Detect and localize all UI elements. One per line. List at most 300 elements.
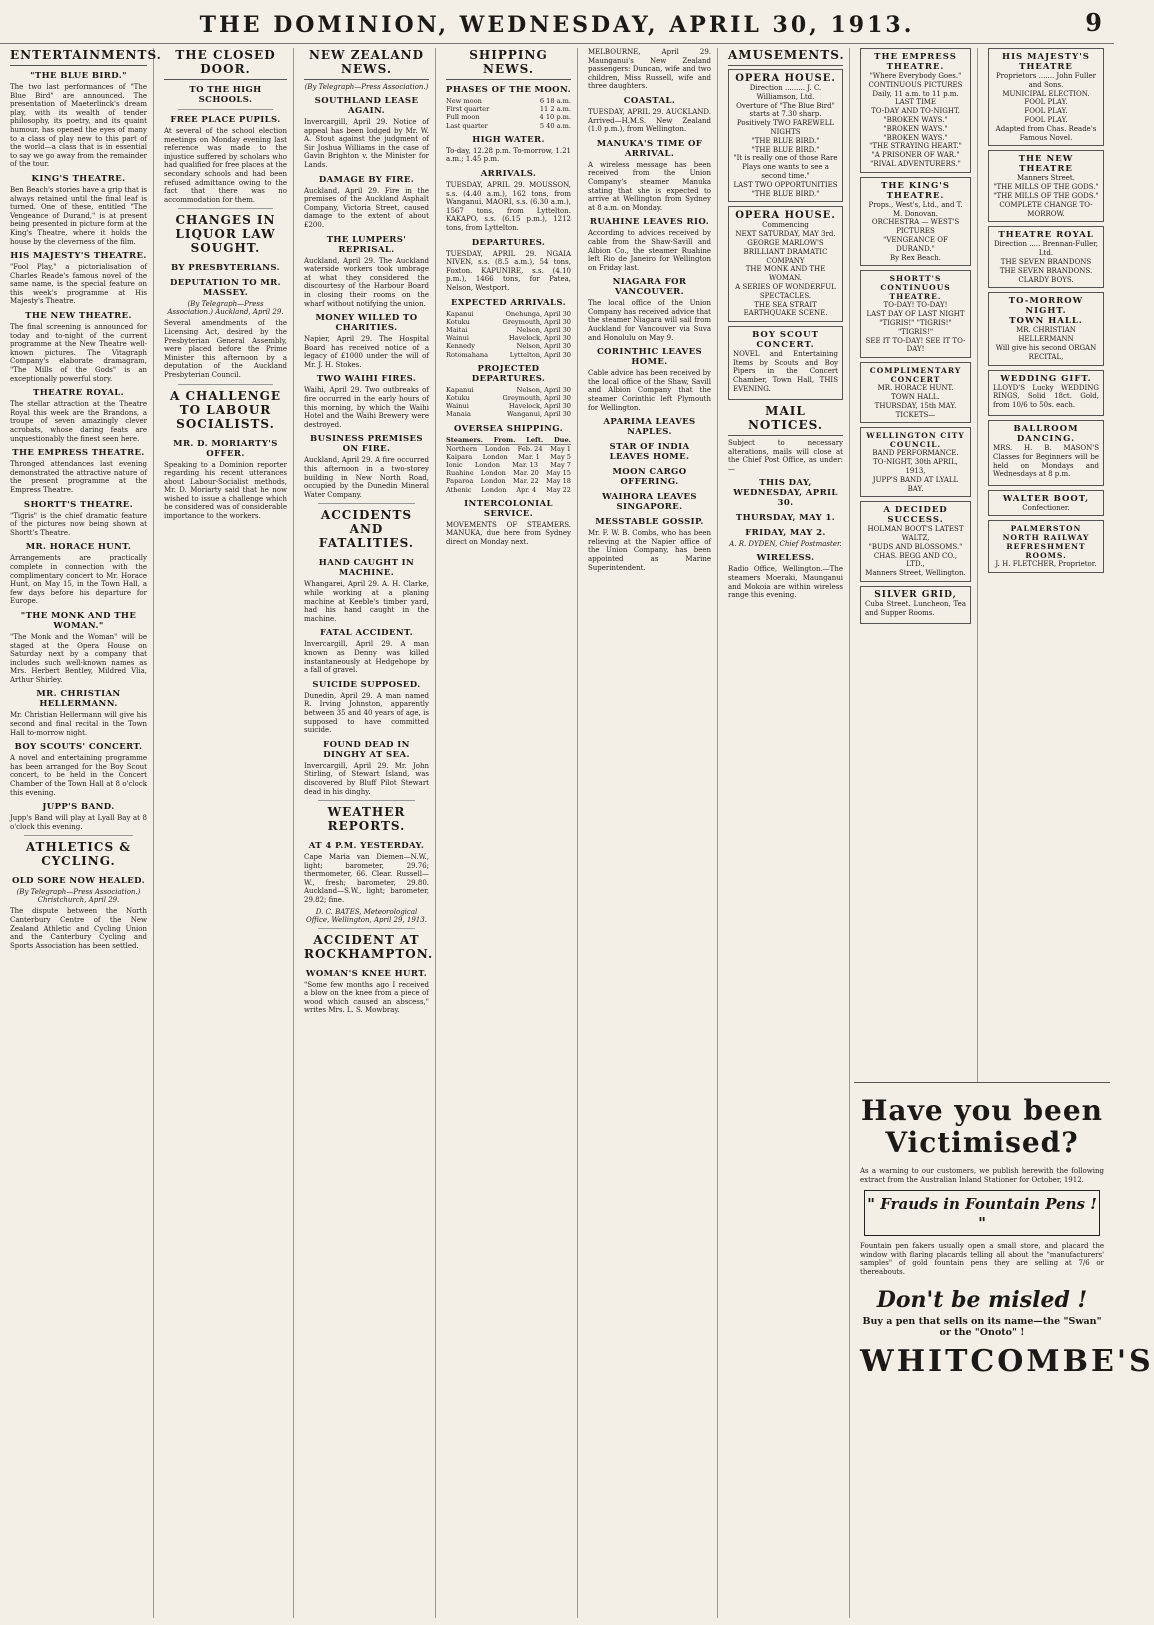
newspaper-title: THE DOMINION, WEDNESDAY, APRIL 30, 1913. xyxy=(199,12,915,38)
departure-row-to: Wanganui, April 30 xyxy=(506,410,571,419)
ad-line: Will give his second ORGAN RECITAL, xyxy=(995,343,1097,361)
ad-line: "VENGEANCE OF DURAND." xyxy=(883,235,948,253)
moon-phase-row-value: 5 40 a.m. xyxy=(539,121,571,130)
ad-heading: BALLROOM DANCING. xyxy=(1013,424,1079,445)
ad-heading: BOY SCOUT CONCERT. xyxy=(752,330,819,351)
ad-heading: TO-MORROW NIGHT. xyxy=(1008,296,1084,317)
article-text: The final screening is announced for today and to-night of the current programme at the New Theatre well-known pictures. The Vitagraph Company's elaborate dramagram, "The Mills of the Gods" is an exceptionally powerful story. xyxy=(10,323,147,383)
article-text: Auckland, April 29. Fire in the premises of the Auckland Asphalt Company, Victoria Street, caused damage to the extent of about £200. xyxy=(304,186,429,229)
article-heading: "THE BLUE BIRD." xyxy=(30,71,127,81)
article-heading: MANUKA'S TIME OF ARRIVAL. xyxy=(596,138,703,159)
ad-line: Confectioner. xyxy=(1022,503,1070,512)
table-row xyxy=(446,477,571,485)
divider xyxy=(178,109,273,110)
ad-line: Proprietors ....... John Fuller and Sons. xyxy=(995,72,1097,89)
ad-line: CHAS. BEGG AND CO., LTD., xyxy=(873,551,958,569)
misled-subline: Buy a pen that sells on its name—the "Swan" or the "Onoto" ! xyxy=(862,1315,1102,1338)
table-row xyxy=(446,486,571,494)
article-text: The local office of the Union Company has received advice that the steamer Niagara will sail from Auckland for Vancouver via Suva and Honolulu on May 9. xyxy=(588,299,711,342)
ad-line: THURSDAY, 15th MAY. xyxy=(874,401,957,410)
ad-line: Commencing xyxy=(762,221,809,230)
article-heading: MONEY WILLED TO CHARITIES. xyxy=(315,313,418,334)
ad-line: ORCHESTRA — WEST'S PICTURES xyxy=(871,218,960,236)
table-cell: London xyxy=(482,452,508,461)
table-cell: Ionic xyxy=(446,460,463,469)
ad-line: Direction ..... Brennan-Fuller, Ltd. xyxy=(993,240,1099,258)
ad-heading: THE NEW THEATRE xyxy=(1018,154,1074,175)
article-heading: THE LUMPERS' REPRISAL. xyxy=(326,234,407,255)
ad-line: "THE BLUE BIRD." xyxy=(751,189,820,198)
table-cell: Northern xyxy=(446,444,478,453)
wedding-gift-ad xyxy=(988,370,1104,417)
article-heading: SHORTT'S THEATRE. xyxy=(23,499,134,510)
article-heading: OVERSEA SHIPPING. xyxy=(454,423,563,434)
ad-lines xyxy=(733,102,838,199)
mail-day-heading: THIS DAY, WEDNESDAY, APRIL 30. xyxy=(733,478,838,509)
article-text: Ben Beach's stories have a grip that is always retained until the final leaf is turned. One of these, entitled "The Vengeance of Durand," is at present being presented in picture form at the King's Theatre, where it holds the house by the cleverness of the film. xyxy=(10,185,147,246)
article-heading: EXPECTED ARRIVALS. xyxy=(450,297,567,308)
ad-heading: A DECIDED SUCCESS. xyxy=(883,505,948,526)
moon-phase-row xyxy=(446,105,571,113)
ad-lines xyxy=(865,201,966,263)
article-heading: FOUND DEAD IN DINGHY AT SEA. xyxy=(323,739,410,760)
dateline: (By Telegraph—Press Association.) Christchurch, April 29. xyxy=(16,888,141,905)
article-heading: A CHALLENGE TO LABOUR SOCIALISTS. xyxy=(169,388,282,431)
ad-heading: COMPLIMENTARY CONCERT xyxy=(869,366,962,385)
arrival-row-name: Rotomahana xyxy=(446,350,489,359)
article-text: A wireless message has been received from the Union Company's steamer Manuka stating that she is expected to arrive at Wellington from Sydney at 8 a.m. on Monday. xyxy=(588,160,711,212)
ad-line: Positively TWO FAREWELL NIGHTS xyxy=(736,119,835,136)
ad-line: Adapted from Chas. Reade's Famous Novel. xyxy=(995,124,1097,142)
ad-line: BAND PERFORMANCE. xyxy=(872,449,959,458)
article-subheading: WOMAN'S KNEE HURT. xyxy=(305,968,428,979)
table-cell: London xyxy=(484,444,510,453)
article-text: According to advices received by cable from the Shaw-Savill and Albion Co., the steamer Ruahine left Rio de Janeiro for Wellington on Friday last. xyxy=(588,229,711,272)
table-cell: May 5 xyxy=(550,452,571,461)
arrival-row-from: Nelson, April 30 xyxy=(516,342,571,351)
ad-line: "Where Everybody Goes." xyxy=(869,72,962,80)
section-heading: ENTERTAINMENTS. xyxy=(10,48,147,66)
oversea-shipping-table xyxy=(446,436,571,494)
article-text: Napier, April 29. The Hospital Board has received notice of a legacy of £1000 under the will of Mr. J. H. Stokes. xyxy=(304,335,429,369)
moon-phase-row-value: 4 10 p.m. xyxy=(539,113,571,122)
projected-departures-list xyxy=(446,386,571,419)
ad-line: Manners Street. xyxy=(1017,174,1075,183)
ad-line: MR. CHRISTIAN HELLERMANN xyxy=(1016,326,1076,344)
ad-lines xyxy=(993,174,1099,218)
article-subheading: TO THE HIGH SCHOOLS. xyxy=(189,85,262,105)
table-header xyxy=(446,436,571,445)
article-text: The two last performances of "The Blue Bird" are announced. The presentation of Maeterlinck's dream play, with its wealth of tender philosophy, its poetry, and its quaint humour, has opened the eyes of many to a class of play new to this part of the world—a class that is in essential to say we go away from the remainder of the tour. xyxy=(10,83,147,169)
arrival-row-from: Onehunga, April 30 xyxy=(505,309,571,318)
ad-line: "RIVAL ADVENTURERS." xyxy=(870,159,961,168)
divider xyxy=(318,928,415,929)
ad-line: "TIGRIS!" "TIGRIS!" "TIGRIS!" xyxy=(879,318,952,336)
mail-day-heading: FRIDAY, MAY 2. xyxy=(745,528,826,539)
column-shipping-news xyxy=(440,48,578,1618)
new-theatre-ad xyxy=(988,150,1104,222)
table-cell: Mar. 22 xyxy=(513,477,539,486)
table-cell: London xyxy=(474,460,500,469)
ad-lines xyxy=(993,72,1099,142)
article-text: MOVEMENTS OF STEAMERS. MANUKA, due here from Sydney direct on Monday next. xyxy=(446,520,571,546)
article-text: Several amendments of the Licensing Act, desired by the Presbyterian General Assembly, were placed before the Prime Minister this afternoon by a deputation of the Auckland Presbyterian Council. xyxy=(164,319,287,379)
article-text: "Some few months ago I received a blow on the knee from a piece of wood which caused an abscess," writes Mrs. L. S. Mowbray. xyxy=(304,980,429,1015)
ad-heading: WELLINGTON CITY COUNCIL. xyxy=(866,431,965,450)
article-subheading: DEPUTATION TO MR. MASSEY. xyxy=(170,278,281,299)
ad-line: THE SEA STRAIT EARTHQUAKE SCENE. xyxy=(743,300,828,318)
article-text: Cape Maria van Diemen—N.W., light; barometer, 29.76; thermometer, 66. Clear. Russell—W., fresh; barometer, 29.80. Auckland—S.W., light; barometer, 29.82; fine. xyxy=(304,853,429,905)
arrival-row xyxy=(446,351,571,359)
opera-house-ad-2 xyxy=(728,206,843,322)
article-text: TUESDAY, APRIL 29. AUCKLAND. Arrived—H.M.S. New Zealand (1.0 p.m.), from Wellington. xyxy=(588,107,711,134)
article-subheading: FREE PLACE PUPILS. xyxy=(170,115,281,125)
article-text: TUESDAY, APRIL 29. MOUSSON, s.s. (4.40 a.m.), 162 tons, from Wanganui. MAORI, s.s. (6.30 a.m.), 1567 tons, from Lyttelton. KAKAPO, s.s. (6.15 p.m.), 1212 tons, from Lyttelton. xyxy=(446,181,571,232)
moon-phase-row xyxy=(446,122,571,130)
article-heading: RUAHINE LEAVES RIO. xyxy=(589,217,710,228)
column-header: From. xyxy=(493,435,516,444)
shortts-theatre-ad xyxy=(860,270,971,358)
empress-theatre-ad xyxy=(860,48,971,173)
frauds-headline: " Frauds in Fountain Pens ! " xyxy=(867,1195,1097,1233)
ad-line: "BROKEN WAYS." xyxy=(883,133,948,142)
table-cell: Athenic xyxy=(446,485,472,494)
article-text: Auckland, April 29. The Auckland waterside workers took umbrage at what they considered the discourtesy of the Harbour Board in closing their rooms on the wharf without notifying the union. xyxy=(304,256,429,308)
mail-day-heading: THURSDAY, MAY 1. xyxy=(735,513,836,524)
ad-lines xyxy=(865,384,966,419)
article-text: Invercargill, April 29. Notice of appeal has been lodged by Mr. W. A. Stout against the judgment of Sir Joshua Williams in the case of Gavin Brighton v. the Minister for Lands. xyxy=(304,118,429,169)
article-text: Auckland, April 29. A fire occurred this afternoon in a two-storey building in New North Road, occupied by the Dunedin Mineral Water Company. xyxy=(304,456,429,499)
article-heading: ACCIDENT AT ROCKHAMPTON. xyxy=(304,932,434,961)
byline: (By Telegraph—Press Association.) xyxy=(304,83,429,91)
article-text: Arrangements are practically complete in connection with the complimentary concert to Mr. Horace Hunt, on May 15, in the Town Hall, a few days before his departure for Europe. xyxy=(10,554,147,606)
table-cell: Mar. 20 xyxy=(513,469,539,478)
section-heading: THE CLOSED DOOR. xyxy=(164,48,287,80)
table-cell: London xyxy=(480,469,506,478)
column-shipping-continued xyxy=(582,48,718,1618)
article-text: "Tigris" is the chief dramatic feature of the pictures now being shown at Shortt's Theatre. xyxy=(10,511,147,537)
article-heading: MR. CHRISTIAN HELLERMANN. xyxy=(36,689,121,710)
ad-lines xyxy=(733,221,838,318)
column-header: Due. xyxy=(553,435,571,444)
table-cell: Kaipara xyxy=(446,452,473,461)
moon-phase-row-label: Last quarter xyxy=(446,121,488,130)
article-heading: THEATRE ROYAL. xyxy=(33,388,124,399)
departure-row-to: Greymouth, April 30 xyxy=(502,393,571,402)
arrival-row-name: Kennedy xyxy=(446,342,475,351)
ad-line: Daily, 11 a.m. to 11 p.m. xyxy=(872,89,959,98)
article-text: Thronged attendances last evening demonstrated the attractive nature of the present programme at the Empress Theatre. xyxy=(10,460,147,494)
table-cell: Ruahine xyxy=(446,469,474,478)
column-header: Steamers. xyxy=(446,435,483,444)
victimised-headline: Have you been Victimised? xyxy=(860,1094,1104,1159)
ad-heading: OPERA HOUSE. xyxy=(735,210,836,222)
ad-line: BRILLIANT DRAMATIC COMPANY xyxy=(743,247,828,265)
departure-row-name: Kapanui xyxy=(446,385,474,394)
article-subheading: AT 4 P.M. YESTERDAY. xyxy=(308,841,425,852)
ad-heading: PALMERSTON NORTH RAILWAY REFRESHMENT ROOMS. xyxy=(1002,524,1090,561)
dateline: (By Telegraph—Press Association.) Auckland, April 29. xyxy=(167,300,284,317)
ad-line: JUPP'S BAND AT LYALL BAY. xyxy=(872,475,959,493)
city-council-ad xyxy=(860,427,971,497)
departure-row-name: Wainui xyxy=(446,402,469,411)
section-heading: WEATHER REPORTS. xyxy=(327,805,406,834)
ad-line: J. H. FLETCHER, Proprietor. xyxy=(995,560,1097,569)
arrival-row xyxy=(446,334,571,342)
ballroom-dancing-ad xyxy=(988,420,1104,485)
ad-line: LAST TWO OPPORTUNITIES xyxy=(733,180,838,189)
table-cell: May 1 xyxy=(550,444,571,453)
article-heading: MR. HORACE HUNT. xyxy=(25,542,132,553)
whitcombes-name: WHITCOMBE'S xyxy=(860,1343,1154,1379)
kings-theatre-ad xyxy=(860,177,971,267)
article-subheading: MR. D. MORIARTY'S OFFER. xyxy=(173,438,278,459)
table-cell: May 7 xyxy=(550,460,571,469)
article-heading: NIAGARA FOR VANCOUVER. xyxy=(612,277,687,298)
ad-lines xyxy=(865,301,966,354)
article-heading: DAMAGE BY FIRE. xyxy=(318,174,415,185)
article-heading: CHANGES IN LIQUOR LAW SOUGHT. xyxy=(175,213,276,256)
ad-heading: THEATRE ROYAL xyxy=(998,230,1094,241)
ad-line: "BROKEN WAYS." xyxy=(883,124,948,133)
departure-row-name: Manaia xyxy=(446,410,471,419)
column-amusements-1 xyxy=(722,48,850,1618)
frauds-banner xyxy=(864,1190,1100,1236)
table-cell: Mar. 1 xyxy=(518,452,540,461)
moon-phases-list xyxy=(446,97,571,130)
arrival-row-name: Maitai xyxy=(446,325,468,334)
misled-headline: Don't be misled ! xyxy=(876,1286,1088,1313)
boy-scout-concert-ad xyxy=(728,326,843,400)
article-heading: BUSINESS PREMISES ON FIRE. xyxy=(310,434,423,455)
ad-heading: HIS MAJESTY'S THEATRE xyxy=(1002,52,1090,72)
ad-line: Overture of "The Blue Bird" starts at 7.30 sharp. xyxy=(736,101,835,119)
departure-row xyxy=(446,386,571,394)
theatre-royal-ad xyxy=(988,226,1104,288)
arrival-row-from: Lyttelton, April 30 xyxy=(509,350,571,359)
ad-heading: WALTER BOOT, xyxy=(1002,493,1090,504)
table-cell: May 15 xyxy=(546,469,571,478)
article-heading: BOY SCOUTS' CONCERT. xyxy=(14,742,143,753)
walter-boot-ad xyxy=(988,490,1104,517)
divider xyxy=(24,835,133,836)
article-heading: HIGH WATER. xyxy=(472,134,545,145)
ad-line: "It is really one of those Rare Plays one wants to see a second time." xyxy=(733,154,838,180)
his-majestys-ad xyxy=(988,48,1104,146)
article-heading: PHASES OF THE MOON. xyxy=(446,85,571,95)
ad-text: Cuba Street. Luncheon, Tea and Supper Rooms. xyxy=(865,600,966,617)
silver-grid-ad xyxy=(860,586,971,624)
article-text: Dunedin, April 29. A man named R. Irving Johnston, apparently between 35 and 40 years of age, is supposed to have committed suicide. xyxy=(304,691,429,735)
column-entertainments xyxy=(4,48,162,1618)
ad-line: Props., West's, Ltd., and T. M. Donovan. xyxy=(868,200,963,218)
ad-line: "THE BLUE BIRD." xyxy=(751,145,820,154)
departure-row-to: Havelock, April 30 xyxy=(508,402,571,411)
arrival-row xyxy=(446,318,571,326)
article-heading: PROJECTED DEPARTURES. xyxy=(471,363,546,384)
article-text: Mr. F. W. B. Combs, who has been relieving at the Napier office of the Union Company, has been appointed as Marine Superintendent. xyxy=(588,529,711,572)
ad-line: THE MONK AND THE WOMAN. xyxy=(745,265,826,283)
ad-line: THE SEVEN BRANDONS. xyxy=(999,266,1093,275)
article-heading: WIRELESS. xyxy=(756,553,815,564)
table-row xyxy=(446,445,571,453)
moon-phase-row-label: Full moon xyxy=(446,113,480,122)
article-text: Subject to necessary alterations, mails will close at the Chief Post Office, as under:— xyxy=(728,439,843,473)
article-heading: OLD SORE NOW HEALED. xyxy=(11,876,146,887)
ad-heading: THE KING'S THEATRE. xyxy=(881,180,950,201)
article-heading: THE NEW THEATRE. xyxy=(25,311,132,322)
divider xyxy=(178,384,273,385)
article-text: TUESDAY, APRIL 29. NGAIA NIVEN, s.s. (8.5 a.m.), 54 tons, Foxton. KAPUNIRE, s.s. (4.10 p.m.), 1466 tons, for Patea, Nelson, Westport. xyxy=(446,249,571,292)
arrival-row-from: Nelson, April 30 xyxy=(516,325,571,334)
section-heading: AMUSEMENTS. xyxy=(728,48,843,66)
departure-row xyxy=(446,402,571,410)
ad-line: HOLMAN BOOT'S LATEST WALTZ, xyxy=(867,525,964,543)
table-row xyxy=(446,469,571,477)
article-text: Speaking to a Dominion reporter regarding his recent utterances about Labour-Socialist methods, Mr. D. Moriarty said that he now wished to issue a challenge which he considered was of considerable importance to the workers. xyxy=(164,460,287,521)
table-cell: Paparoa xyxy=(446,477,474,486)
article-heading: THE EMPRESS THEATRE. xyxy=(12,448,145,459)
ad-line: "A PRISONER OF WAR." xyxy=(871,151,960,160)
ad-text: NOVEL and Entertaining Items by Scouts and Boy Pipers in the Concert Chamber, Town Hall, THIS EVENING. xyxy=(733,350,838,393)
article-heading: HIS MAJESTY'S THEATRE. xyxy=(10,251,147,262)
ad-line: LAST DAY OF LAST NIGHT xyxy=(866,310,965,319)
ad-text: MRS. H. B. MASON'S Classes for Beginners will be held on Mondays and Wednesdays at 8 p.m. xyxy=(993,444,1099,479)
ad-line: "BUDS AND BLOSSOMS." xyxy=(868,542,963,551)
article-heading: FATAL ACCIDENT. xyxy=(320,628,413,639)
ad-line: CLARDY BOYS. xyxy=(1018,275,1074,284)
ad-heading: SILVER GRID, xyxy=(874,590,957,601)
railway-rooms-ad xyxy=(988,520,1104,573)
arrival-row-from: Greymouth, April 30 xyxy=(502,317,571,326)
article-text: At several of the school election meetings on Monday evening last reference was made to the injustice suffered by scholars who had qualified for free places at the secondary schools and had been refused admittance owing to the fact that there was no accommodation for them. xyxy=(164,127,287,204)
ad-heading: OPERA HOUSE. xyxy=(735,73,836,84)
moon-phase-row-value: 6 18 a.m. xyxy=(539,97,571,105)
table-cell: May 22 xyxy=(546,485,571,494)
ad-line: MR. HORACE HUNT. xyxy=(877,384,954,393)
moon-phase-row-label: New moon xyxy=(446,97,482,105)
section-heading: ATHLETICS & CYCLING. xyxy=(25,840,132,869)
ad-text: Fountain pen fakers usually open a small store, and placard the window with flaring placards telling all about the "manufacturers' samples" of gold fountain pens they are selling at 7/6 or thereabouts. xyxy=(860,1242,1104,1276)
arrival-row xyxy=(446,310,571,318)
arrival-row-name: Kotuku xyxy=(446,317,470,326)
ad-line: TO-DAY! TO-DAY! xyxy=(883,301,948,310)
departure-row-to: Nelson, April 30 xyxy=(516,385,571,394)
article-heading: MOON CARGO OFFERING. xyxy=(612,467,687,488)
ad-line: LAST TIME xyxy=(894,98,937,107)
ad-line: TICKETS— xyxy=(895,410,936,419)
ad-line: "THE BLUE BIRD." xyxy=(751,136,820,145)
article-heading: MESSTABLE GOSSIP. xyxy=(595,517,704,528)
article-heading: JUPP'S BAND. xyxy=(42,802,115,813)
ad-heading: SHORTT'S CONTINUOUS THEATRE. xyxy=(880,274,951,302)
ad-line: GEORGE MARLOW'S xyxy=(747,238,824,247)
ad-heading: WEDDING GIFT. xyxy=(1000,373,1092,384)
article-text: Whangarei, April 29. A. H. Clarke, while working at a planing machine at Keeble's timber yard, had his hand caught in the machine. xyxy=(304,580,429,623)
article-text: Jupp's Band will play at Lyall Bay at 8 o'clock this evening. xyxy=(10,814,147,831)
opera-house-ad xyxy=(728,69,843,202)
ad-heading: TOWN HALL. xyxy=(1009,316,1083,327)
article-heading: HAND CAUGHT IN MACHINE. xyxy=(318,558,415,579)
arrival-row-name: Wainui xyxy=(446,334,469,343)
table-row xyxy=(446,461,571,469)
article-heading: WAIHORA LEAVES SINGAPORE. xyxy=(602,492,697,513)
expected-arrivals-list xyxy=(446,310,571,359)
article-text: "Fool Play," a pictorialisation of Charles Reade's famous novel of the same name, is the special feature on this week's programme at His Majesty's Theatre. xyxy=(10,263,147,306)
ad-lines xyxy=(865,449,966,493)
waltz-ad xyxy=(860,501,971,582)
article-heading: TWO WAIHI FIRES. xyxy=(316,374,417,385)
table-cell: London xyxy=(481,485,507,494)
article-text: The stellar attraction at the Theatre Royal this week are the Brandons, a troupe of seven amazingly clever acrobats, whose daring feats are unquestionably the finest seen here. xyxy=(10,400,147,443)
ad-line: NEXT SATURDAY, MAY 3rd. xyxy=(735,230,836,239)
article-text: Radio Office, Wellington.—The steamers Moeraki, Maunganui and Mokoia are within wireless range this evening. xyxy=(728,565,843,600)
moon-phase-row xyxy=(446,113,571,121)
column-header: Left. xyxy=(526,435,544,444)
ad-line: CONTINUOUS PICTURES xyxy=(868,80,963,89)
article-heading: "THE MONK AND THE WOMAN." xyxy=(20,610,137,631)
article-text: Invercargill, April 29. A man known as Denny was killed instantaneously at Hedgehope by a fall of gravel. xyxy=(304,640,429,675)
article-heading: ARRIVALS. xyxy=(480,169,537,179)
moon-phase-row-label: First quarter xyxy=(446,105,490,114)
table-cell: Feb. 24 xyxy=(517,444,543,453)
departure-row xyxy=(446,410,571,418)
table-cell: Apr. 4 xyxy=(516,485,537,494)
ad-text: LLOYD'S Lucky WEDDING RINGS, Solid 18ct. Gold, from 10/6 to 50s. each. xyxy=(993,383,1099,409)
section-heading: NEW ZEALAND NEWS. xyxy=(304,48,429,80)
complimentary-concert-ad xyxy=(860,362,971,423)
article-heading: INTERCOLONIAL SERVICE. xyxy=(464,498,553,519)
article-heading: STAR OF INDIA LEAVES HOME. xyxy=(609,442,690,463)
article-text: A novel and entertaining programme has been arranged for the Boy Scout concert, to be held in the Concert Chamber of the Town Hall at 8 o'clock this evening. xyxy=(10,754,147,797)
article-heading: DEPARTURES. xyxy=(471,237,546,248)
ad-line: Direction ......... J. C. Williamson, Ltd. xyxy=(749,84,822,101)
signature: D. C. BATES, Meteorological Office, Wellington, April 29, 1913. xyxy=(306,907,427,924)
ad-line: THE SEVEN BRANDONS xyxy=(1000,257,1092,266)
departure-row-name: Kotuku xyxy=(446,393,470,402)
divider xyxy=(318,503,415,504)
article-text: Cable advice has been received by the local office of the Shaw, Savill and Albion Company that the steamer Corinthic left Plymouth for Wellington. xyxy=(588,369,711,412)
article-text: Waihi, April 29. Two outbreaks of fire occurred in the early hours of this morning, by which the Waihi Hotel and the Waihi Brewery were destroyed. xyxy=(304,386,429,429)
section-heading: ACCIDENTS AND FATALITIES. xyxy=(318,508,415,551)
column-closed-door xyxy=(158,48,294,1618)
arrival-row-name: Kapanui xyxy=(446,309,474,318)
departure-row xyxy=(446,394,571,402)
whitcombes-ad xyxy=(854,1082,1154,1618)
article-heading: CORINTHIC LEAVES HOME. xyxy=(596,347,703,368)
divider xyxy=(318,800,415,801)
arrival-row xyxy=(446,326,571,334)
article-heading: KING'S THEATRE. xyxy=(31,173,126,184)
article-heading: COASTAL. xyxy=(623,95,676,106)
table-cell: May 18 xyxy=(546,477,571,486)
ad-line: MUNICIPAL ELECTION. xyxy=(1002,89,1090,98)
article-subheading: BY PRESBYTERIANS. xyxy=(170,263,281,274)
ad-line: TO-DAY AND TO-NIGHT. xyxy=(871,107,960,116)
ad-line: "THE STRAYING HEART." xyxy=(869,142,962,151)
article-heading: APARIMA LEAVES NAPLES. xyxy=(603,417,696,438)
ad-text: As a warning to our customers, we publish herewith the following extract from the Australian Inland Stationer for October, 1912. xyxy=(860,1167,1104,1184)
ad-line: FOOL PLAY. xyxy=(1024,98,1068,107)
organ-recital-ad xyxy=(988,292,1104,365)
ad-line: TO-NIGHT, 30th APRIL, 1913, xyxy=(873,458,958,475)
ad-lines xyxy=(993,240,1099,284)
moon-phase-row xyxy=(446,97,571,105)
column-nz-news xyxy=(298,48,436,1618)
ad-heading: THE EMPRESS THEATRE. xyxy=(874,52,957,72)
article-text: MELBOURNE, April 29. Maunganui's New Zealand passengers: Duncan, wife and two children, Miss Russell, wife and three daughters. xyxy=(588,48,711,91)
article-text: To-day, 12.28 p.m. To-morrow, 1.21 a.m.; 1.45 p.m. xyxy=(446,146,571,164)
